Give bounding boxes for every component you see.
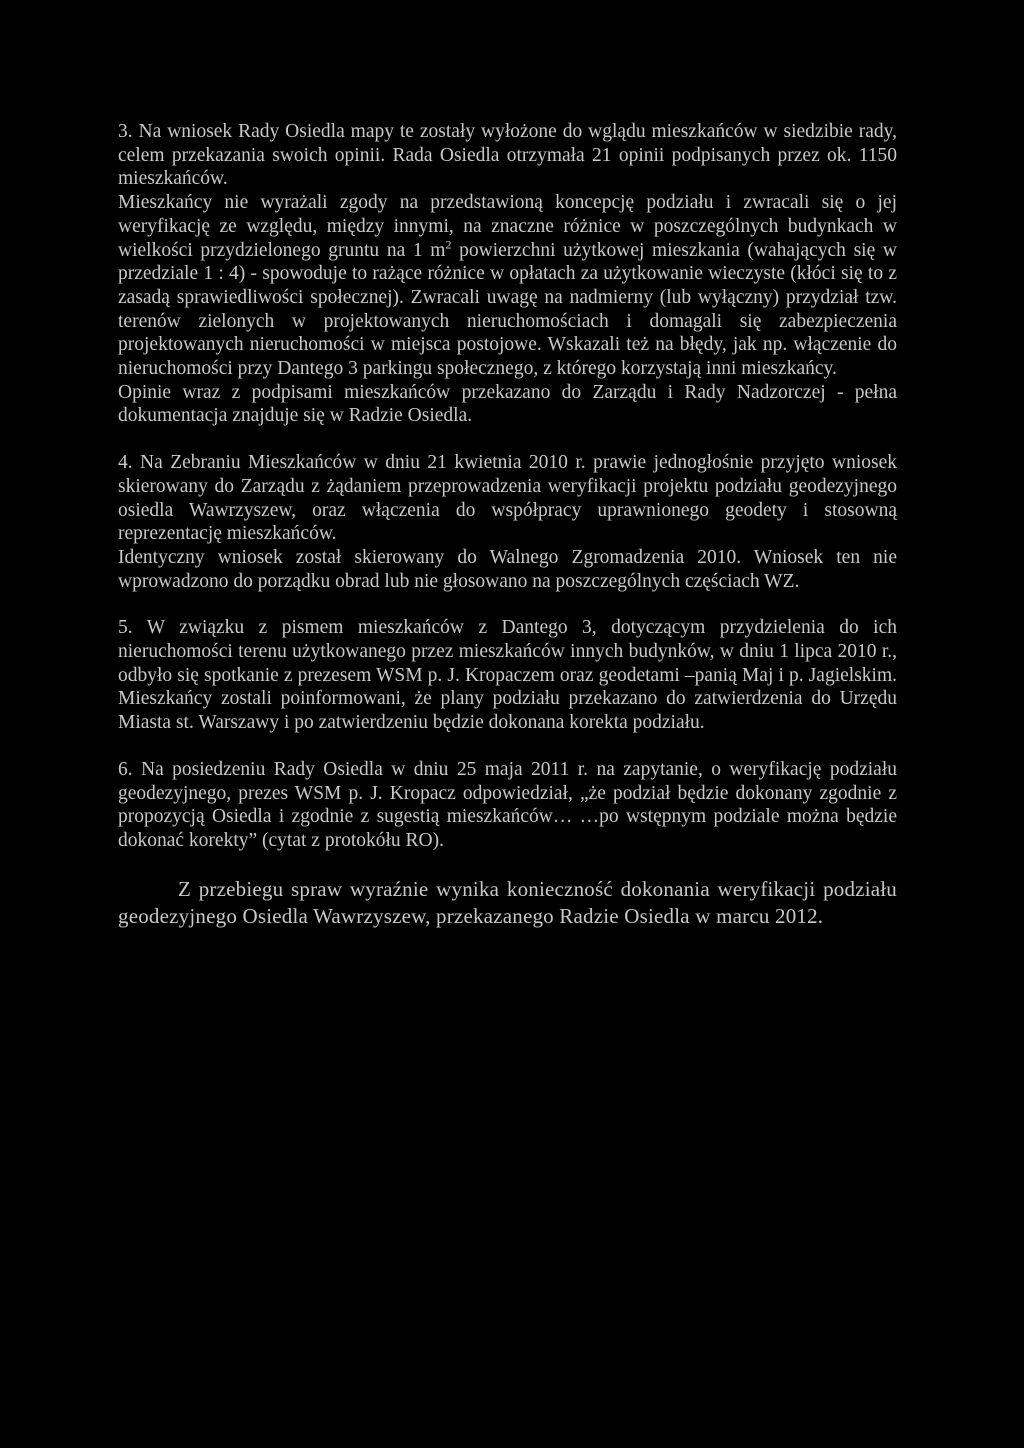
section-3-paragraph-2-text-a: Mieszkańcy nie wyrażali zgody na przedstawioną koncepcję podziału i zwracali się o jej weryfikację ze względu, między innymi, na znaczne różnice w poszczególnych budynkach w wielkości przydzielonego gruntu na 1 m (118, 192, 897, 261)
section-3-paragraph-3: Opinie wraz z podpisami mieszkańców przekazano do Zarządu i Rady Nadzorczej - pełna dokumentacja znajduje się w Radzie Osiedla. (118, 381, 897, 427)
spacer (118, 428, 897, 451)
document-page (118, 120, 897, 930)
spacer (118, 593, 897, 616)
section-3-paragraph-2 (118, 191, 897, 381)
section-4-paragraph-1: 4. Na Zebraniu Mieszkańców w dniu 21 kwietnia 2010 r. prawie jednogłośnie przyjęto wniosek skierowany do Zarządu z żądaniem przeprowadzenia weryfikacji projektu podziału geodezyjnego osiedla Wawrzyszew, oraz włączenia do współpracy uprawnionego geodety i stosowną reprezentację mieszkańców. (118, 452, 897, 545)
section-3-paragraph-1: 3. Na wniosek Rady Osiedla mapy te zostały wyłożone do wglądu mieszkańców w siedzibie rady, celem przekazania swoich opinii. Rada Osiedla otrzymała 21 opinii podpisanych przez ok. 1150 mieszkańców. (118, 121, 897, 190)
square-meter-superscript: 2 (445, 237, 452, 252)
section-6-paragraph-1: 6. Na posiedzeniu Rady Osiedla w dniu 25 maja 2011 r. na zapytanie, o weryfikację podziału geodezyjnego, prezes WSM p. J. Kropacz odpowiedział, „że podział będzie dokonany zgodnie z propozycją Osiedla i zgodnie z sugestią mieszkańców… …po wstępnym podziale można będzie dokonać korekty” (cytat z protokółu RO). (118, 758, 897, 851)
section-4-paragraph-2: Identyczny wniosek został skierowany do Walnego Zgromadzenia 2010. Wniosek ten nie wprowadzono do porządku obrad lub nie głosowano na poszczególnych częściach WZ. (118, 546, 897, 592)
spacer (118, 735, 897, 758)
spacer (118, 853, 897, 876)
conclusion-paragraph: Z przebiegu spraw wyraźnie wynika konieczność dokonania weryfikacji podziału geodezyjnego Osiedla Wawrzyszew, przekazanego Radzie Osiedla w marcu 2012. (118, 876, 897, 928)
section-3-paragraph-2-text-b: powierzchni użytkowej mieszkania (wahających się w przedziale 1 : 4) - spowoduje to rażące różnice w opłatach za użytkowanie wieczyste (kłóci się to z zasadą sprawiedliwości społecznej). Zwracali uwagę na nadmierny (lub wyłączny) przydział tzw. terenów zielonych w projektowanych nieruchomościach i domagali się zabezpieczenia projektowanych nieruchomości w miejsca postojowe. Wskazali też na błędy, jak np. włączenie do nieruchomości przy Dantego 3 parkingu społecznego, z którego korzystają inni mieszkańcy. (118, 239, 897, 380)
section-5-paragraph-1: 5. W związku z pismem mieszkańców z Dantego 3, dotyczącym przydzielenia do ich nieruchomości terenu użytkowanego przez mieszkańców innych budynków, w dniu 1 lipca 2010 r., odbyło się spotkanie z prezesem WSM p. J. Kropaczem oraz geodetami –panią Maj i p. Jagielskim. Mieszkańcy zostali poinformowani, że plany podziału przekazano do zatwierdzenia do Urzędu Miasta st. Warszawy i po zatwierdzeniu będzie dokonana korekta podziału. (118, 617, 897, 734)
